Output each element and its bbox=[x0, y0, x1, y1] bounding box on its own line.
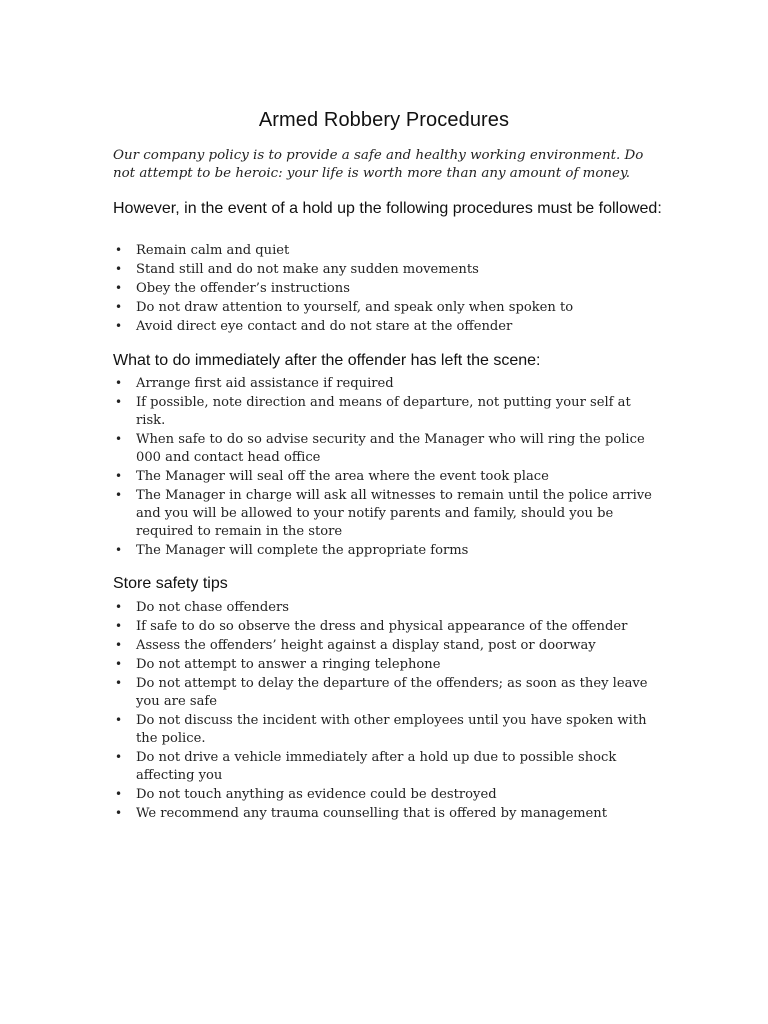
list-item bbox=[113, 261, 653, 279]
list-item-text: The Manager will seal off the area where the event took place bbox=[136, 468, 549, 484]
bullet-icon: • bbox=[115, 657, 123, 672]
list-item-text: Do not touch anything as evidence could be destroyed bbox=[136, 787, 497, 803]
list-item bbox=[113, 375, 653, 393]
list-item bbox=[113, 280, 653, 298]
bullet-icon: • bbox=[115, 300, 123, 315]
page-title: Armed Robbery Procedures bbox=[258, 109, 510, 131]
list-item-text: We recommend any trauma counselling that is offered by management bbox=[136, 806, 607, 822]
list-item bbox=[113, 599, 653, 617]
list-item-text: Do not attempt to delay the departure of the offenders; as soon as they leave you are safe bbox=[136, 676, 648, 710]
list-item-text: Obey the offender’s instructions bbox=[136, 281, 350, 297]
bullet-icon: • bbox=[115, 395, 123, 410]
bullet-icon: • bbox=[115, 713, 123, 728]
bullet-icon: • bbox=[115, 468, 123, 483]
bullet-icon: • bbox=[115, 676, 123, 691]
list-item-text: When safe to do so advise security and the Manager who will ring the police 000 and contact head office bbox=[136, 431, 645, 465]
list-item bbox=[113, 487, 653, 540]
list-item bbox=[113, 542, 653, 560]
bullet-icon: • bbox=[115, 638, 123, 653]
list-item bbox=[113, 618, 653, 636]
list-item bbox=[113, 805, 653, 823]
list-item-text: Do not attempt to answer a ringing telephone bbox=[136, 657, 441, 673]
list-item-text: Arrange first aid assistance if required bbox=[136, 376, 394, 391]
list-item bbox=[113, 394, 653, 430]
bullet-list-store-safety bbox=[113, 599, 653, 824]
list-item-text: Avoid direct eye contact and do not stare at the offender bbox=[136, 319, 513, 335]
section-heading-after-offender: What to do immediately after the offender has left the scene: bbox=[113, 352, 541, 369]
bullet-icon: • bbox=[115, 600, 123, 614]
list-item bbox=[113, 749, 653, 785]
list-item-text: Assess the offenders’ height against a display stand, post or doorway bbox=[136, 638, 596, 654]
bullet-icon: • bbox=[115, 487, 123, 502]
list-item-text: Do not drive a vehicle immediately after a hold up due to possible shock affecting you bbox=[136, 750, 617, 783]
section-heading-store-safety: Store safety tips bbox=[113, 575, 228, 592]
bullet-icon: • bbox=[115, 750, 123, 765]
list-item-text: Remain calm and quiet bbox=[136, 243, 290, 258]
list-item-text: The Manager will complete the appropriate forms bbox=[136, 542, 469, 558]
list-item-text: Stand still and do not make any sudden movements bbox=[136, 262, 479, 278]
section-heading-hold-up: However, in the event of a hold up the following procedures must be followed: bbox=[113, 200, 662, 217]
list-item bbox=[113, 786, 653, 804]
list-item bbox=[113, 468, 653, 486]
bullet-icon: • bbox=[115, 431, 123, 446]
list-item bbox=[113, 712, 653, 748]
bullet-icon: • bbox=[115, 376, 123, 390]
list-item bbox=[113, 318, 653, 336]
bullet-icon: • bbox=[115, 787, 123, 802]
list-item-text: If possible, note direction and means of departure, not putting your self at risk. bbox=[136, 395, 631, 428]
bullet-icon: • bbox=[115, 262, 123, 277]
list-item bbox=[113, 675, 653, 711]
bullet-icon: • bbox=[115, 619, 123, 634]
bullet-list-after-offender bbox=[113, 375, 653, 561]
policy-intro: Our company policy is to provide a safe and healthy working environment. Do not attempt to be heroic: your life is worth more than any amount of money. bbox=[113, 148, 644, 181]
bullet-icon: • bbox=[115, 806, 123, 821]
list-item-text: If safe to do so observe the dress and physical appearance of the offender bbox=[136, 619, 628, 635]
list-item-text: The Manager in charge will ask all witnesses to remain until the police arrive and you will be allowed to your notify parents and family, should you be required to remain in the store bbox=[136, 487, 652, 539]
list-item bbox=[113, 656, 653, 674]
list-item bbox=[113, 431, 653, 467]
bullet-icon: • bbox=[115, 243, 123, 257]
list-item bbox=[113, 637, 653, 655]
bullet-icon: • bbox=[115, 281, 123, 296]
list-item bbox=[113, 242, 653, 260]
bullet-icon: • bbox=[115, 319, 123, 334]
list-item-text: Do not chase offenders bbox=[136, 600, 289, 615]
list-item-text: Do not discuss the incident with other employees until you have spoken with the police. bbox=[136, 713, 647, 747]
bullet-list-hold-up bbox=[113, 242, 653, 337]
list-item-text: Do not draw attention to yourself, and speak only when spoken to bbox=[136, 300, 574, 316]
list-item bbox=[113, 299, 653, 317]
bullet-icon: • bbox=[115, 542, 123, 557]
